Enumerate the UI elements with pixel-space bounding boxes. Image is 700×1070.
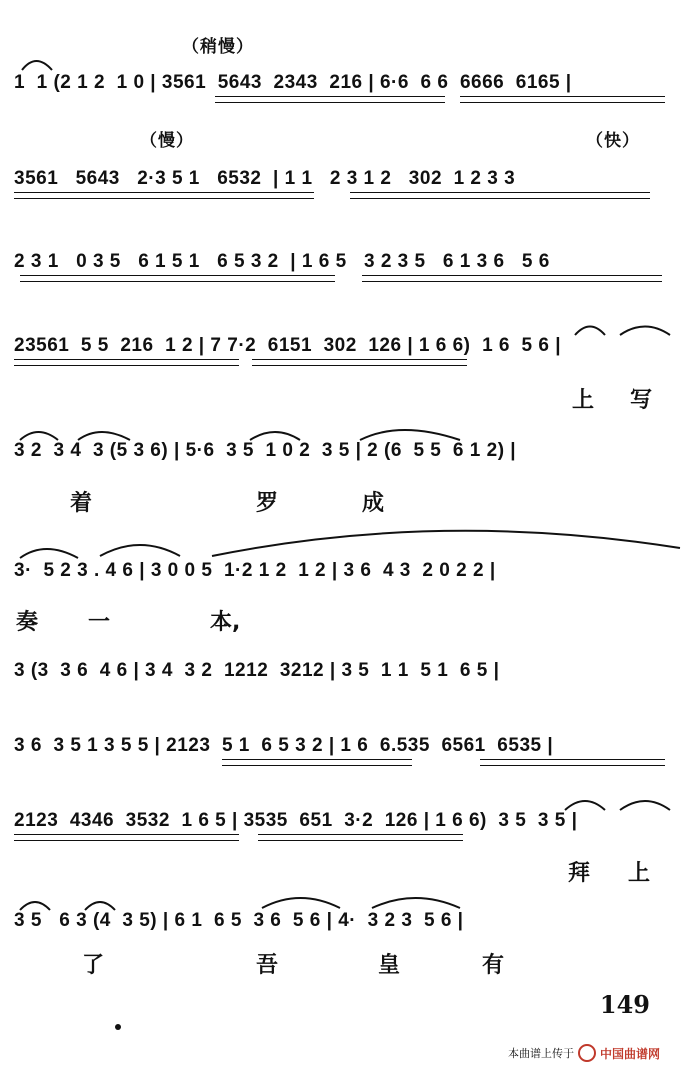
- lyric-char: 本,: [210, 610, 241, 635]
- lyric-row-9: [0, 856, 700, 884]
- lyric-char: 了: [82, 953, 105, 978]
- lyric-char: 写: [630, 388, 653, 413]
- footer-text: 本曲谱上传于: [508, 1047, 574, 1060]
- tempo-mark-fast: （快）: [586, 131, 640, 151]
- site-logo-icon: [578, 1044, 596, 1062]
- tempo-mark-slow: （慢）: [140, 131, 194, 151]
- notation-row-9: 2123 4346 3532 1 6 5 | 3535 651 3·2 126 | 1 6 6) 3 5 3 5 |: [14, 810, 578, 831]
- notation-row-8: 3 6 3 5 1 3 5 5 | 2123 5 1 6 5 3 2 | 1 6 6.535 6561 6535 |: [14, 735, 554, 756]
- lyric-char: 吾: [256, 953, 279, 978]
- lyric-char: 上: [628, 861, 651, 886]
- notation-row-5: 3 2 3 4 3 (5 3 6) | 5·6 3 5 1 0 2 3 5 | 2 (6 5 5 6 1 2) |: [14, 440, 517, 461]
- lyric-char: 一: [88, 610, 111, 635]
- notation-row-2: 3561 5643 2·3 5 1 6532 | 1 1 2 3 1 2 302 1 2 3 3: [14, 168, 516, 189]
- notation-row-6: 3· 5 2 3 . 4 6 | 3 0 0 5 1·2 1 2 1 2 | 3 6 4 3 2 0 2 2 |: [14, 560, 496, 581]
- lyric-char: 拜: [568, 861, 591, 886]
- lyric-char: 罗: [256, 491, 279, 516]
- page-number: 149: [599, 990, 650, 1019]
- notation-row-3: 2 3 1 0 3 5 6 1 5 1 6 5 3 2 | 1 6 5 3 2 3 5 6 1 3 6 5 6: [14, 251, 550, 272]
- lyric-char: 着: [70, 491, 93, 516]
- lyric-row-10: [0, 948, 700, 976]
- lyric-char: 有: [482, 953, 505, 978]
- notation-row-7: 3 (3 3 6 4 6 | 3 4 3 2 1212 3212 | 3 5 1 1 5 1 6 5 |: [14, 660, 500, 681]
- lyric-row-4: [0, 383, 700, 411]
- tempo-mark-slightly-slow: （稍慢）: [182, 37, 254, 57]
- stray-dot: [115, 1024, 121, 1030]
- notation-row-1: 1 1 (2 1 2 1 0 | 3561 5643 2343 216 | 6·6 6 6 6666 6165 |: [14, 72, 572, 93]
- lyric-char: 成: [362, 491, 385, 516]
- footer-site-name: 中国曲谱网: [600, 1046, 661, 1061]
- lyric-row-6: [0, 605, 700, 633]
- lyric-char: 皇: [378, 953, 401, 978]
- lyric-row-5: [0, 486, 700, 514]
- footer-watermark: [508, 1044, 660, 1062]
- notation-row-4: 23561 5 5 216 1 2 | 7 7·2 6151 302 126 | 1 6 6) 1 6 5 6 |: [14, 335, 562, 356]
- notation-row-10: 3 5 6 3 (4 3 5) | 6 1 6 5 3 6 5 6 | 4· 3 2 3 5 6 |: [14, 910, 464, 931]
- lyric-char: 上: [572, 388, 595, 413]
- lyric-char: 奏: [16, 610, 39, 635]
